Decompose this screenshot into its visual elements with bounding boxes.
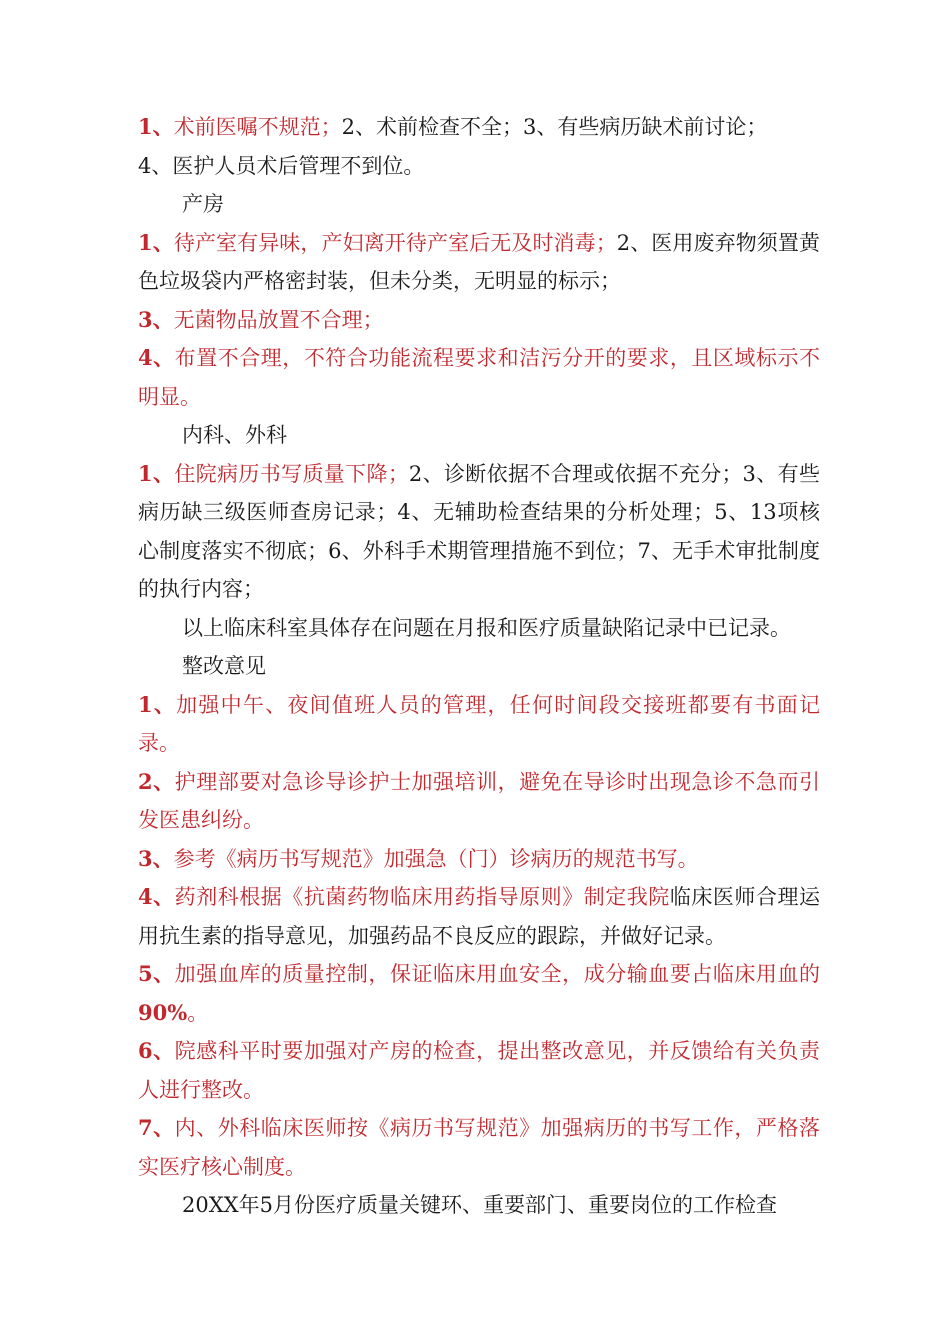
- internal-issues: 1、住院病历书写质量下降；2、诊断依据不合理或依据不充分；3、有些病历缺三级医师查房记录；4、无辅助检查结果的分析处理；5、13项核心制度落实不彻底；6、外科手术期管理措施不到位；7、无手术审批制度的执行内容；: [138, 460, 820, 601]
- section-heading-delivery: 产房: [182, 192, 224, 216]
- section-heading-rectify: 整改意见: [182, 654, 266, 678]
- internal-summary: 以上临床科室具体存在问题在月报和医疗质量缺陷记录中已记录。: [182, 615, 791, 640]
- rectify-item-4: 4、药剂科根据《抗菌药物临床用药指导原则》制定我院临床医师合理运用抗生素的指导意见，加强药品不良反应的跟踪，并做好记录。: [138, 884, 820, 948]
- rectify-item-2: 2、护理部要对急诊导诊护士加强培训，避免在导诊时出现急诊不急而引发医患纠纷。: [138, 768, 820, 832]
- surgery-issues: 1、术前医嘱不规范；2、术前检查不全；3、有些病历缺术前讨论；: [138, 114, 768, 139]
- document-body: [138, 108, 820, 1225]
- section-heading-internal: 内科、外科: [182, 423, 287, 447]
- rectify-item-1: 1、加强中午、夜间值班人员的管理，任何时间段交接班都要有书面记录。: [138, 691, 820, 755]
- delivery-issue-4: 4、布置不合理，不符合功能流程要求和洁污分开的要求，且区域标示不明显。: [138, 345, 820, 409]
- rectify-item-7: 7、内、外科临床医师按《病历书写规范》加强病历的书写工作，严格落实医疗核心制度。: [138, 1115, 820, 1179]
- footer-line: 20XX年5月份医疗质量关键环、重要部门、重要岗位的工作检查: [182, 1193, 777, 1217]
- delivery-issue-1: 1、待产室有异味，产妇离开待产室后无及时消毒；2、医用废弃物须置黄色垃圾袋内严格密封装，但未分类，无明显的标示；: [138, 229, 820, 293]
- delivery-issue-3: 3、无菌物品放置不合理；: [138, 306, 384, 332]
- rectify-item-6: 6、院感科平时要加强对产房的检查，提出整改意见，并反馈给有关负责人进行整改。: [138, 1038, 820, 1102]
- rectify-item-3: 3、参考《病历书写规范》加强急（门）诊病历的规范书写。: [138, 845, 699, 871]
- rectify-item-5: 5、加强血库的质量控制，保证临床用血安全，成分输血要占临床用血的90%。: [138, 961, 820, 1025]
- surgery-issue-4: 4、医护人员术后管理不到位。: [138, 153, 425, 178]
